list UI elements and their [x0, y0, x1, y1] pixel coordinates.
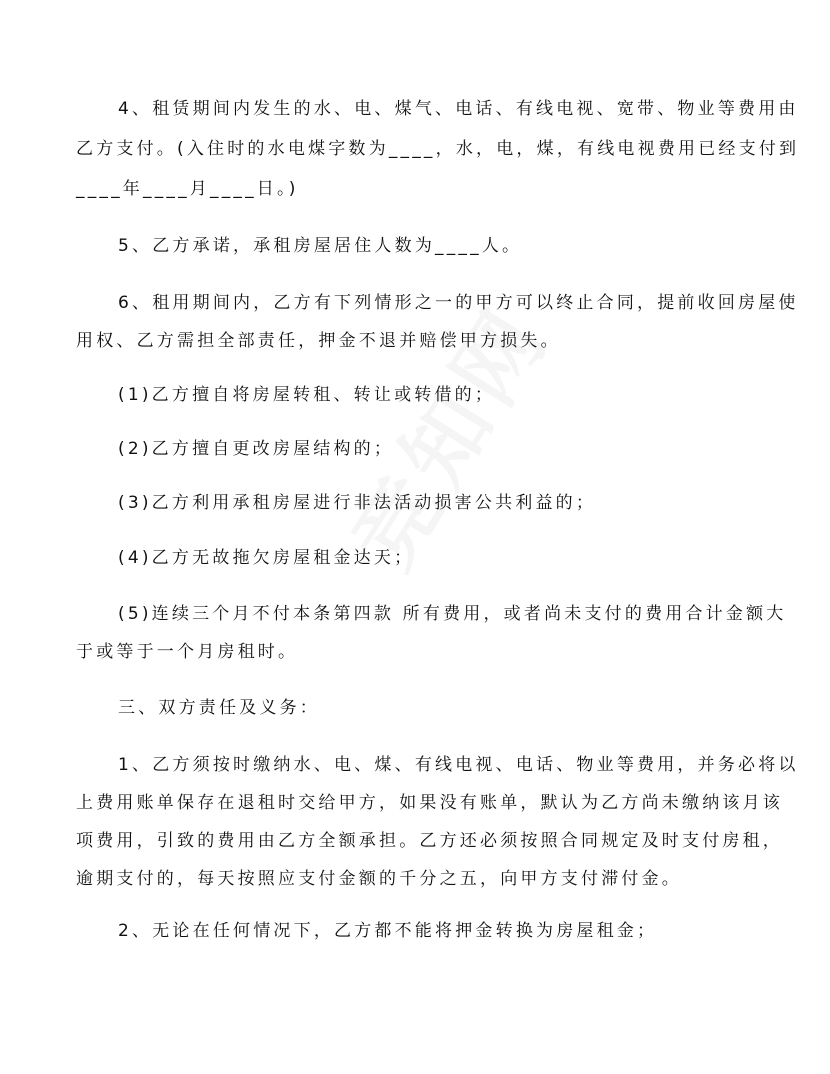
- item-5-line-1: (5)连续三个月不付本条第四款 所有费用，或者尚未支付的费用合计金额大: [118, 604, 787, 624]
- section-heading: 三、双方责任及义务：: [118, 698, 320, 718]
- clause-4-line-3: ____年____月____日。): [76, 179, 299, 199]
- clause-5: 5、乙方承诺，承租房屋居住人数为____人。: [118, 236, 523, 256]
- duty-1-line-2: 上费用账单保存在退租时交给甲方，如果没有账单，默认为乙方尚未缴纳该月该: [76, 793, 783, 813]
- item-1: (1)乙方擅自将房屋转租、转让或转借的；: [118, 385, 496, 405]
- duty-1-line-4: 逾期支付的，每天按照应支付金额的千分之五，向甲方支付滞付金。: [76, 869, 682, 889]
- item-4: (4)乙方无故拖欠房屋租金达天；: [118, 548, 415, 568]
- clause-6-line-1: 6、租用期间内，乙方有下列情形之一的甲方可以终止合同，提前收回房屋使: [118, 293, 799, 313]
- duty-1-line-1: 1、乙方须按时缴纳水、电、煤、有线电视、电话、物业等费用，并务必将以: [118, 755, 799, 775]
- watermark: [315, 277, 573, 587]
- item-5-line-2: 于或等于一个月房租时。: [76, 642, 299, 662]
- item-2: (2)乙方擅自更改房屋结构的；: [118, 439, 395, 459]
- clause-4-line-2: 乙方支付。(入住时的水电煤字数为____，水，电，煤，有线电视费用已经支付到: [76, 139, 800, 159]
- duty-2: 2、无论在任何情况下，乙方都不能将押金转换为房屋租金；: [118, 921, 658, 941]
- duty-1-line-3: 项费用，引致的费用由乙方全额承担。乙方还必须按照合同规定及时支付房租，: [76, 831, 783, 851]
- item-3: (3)乙方利用承租房屋进行非法活动损害公共利益的；: [118, 493, 597, 513]
- clause-4-line-1: 4、租赁期间内发生的水、电、煤气、电话、有线电视、宽带、物业等费用由: [118, 99, 799, 119]
- clause-6-line-2: 用权、乙方需担全部责任，押金不退并赔偿甲方损失。: [76, 331, 561, 351]
